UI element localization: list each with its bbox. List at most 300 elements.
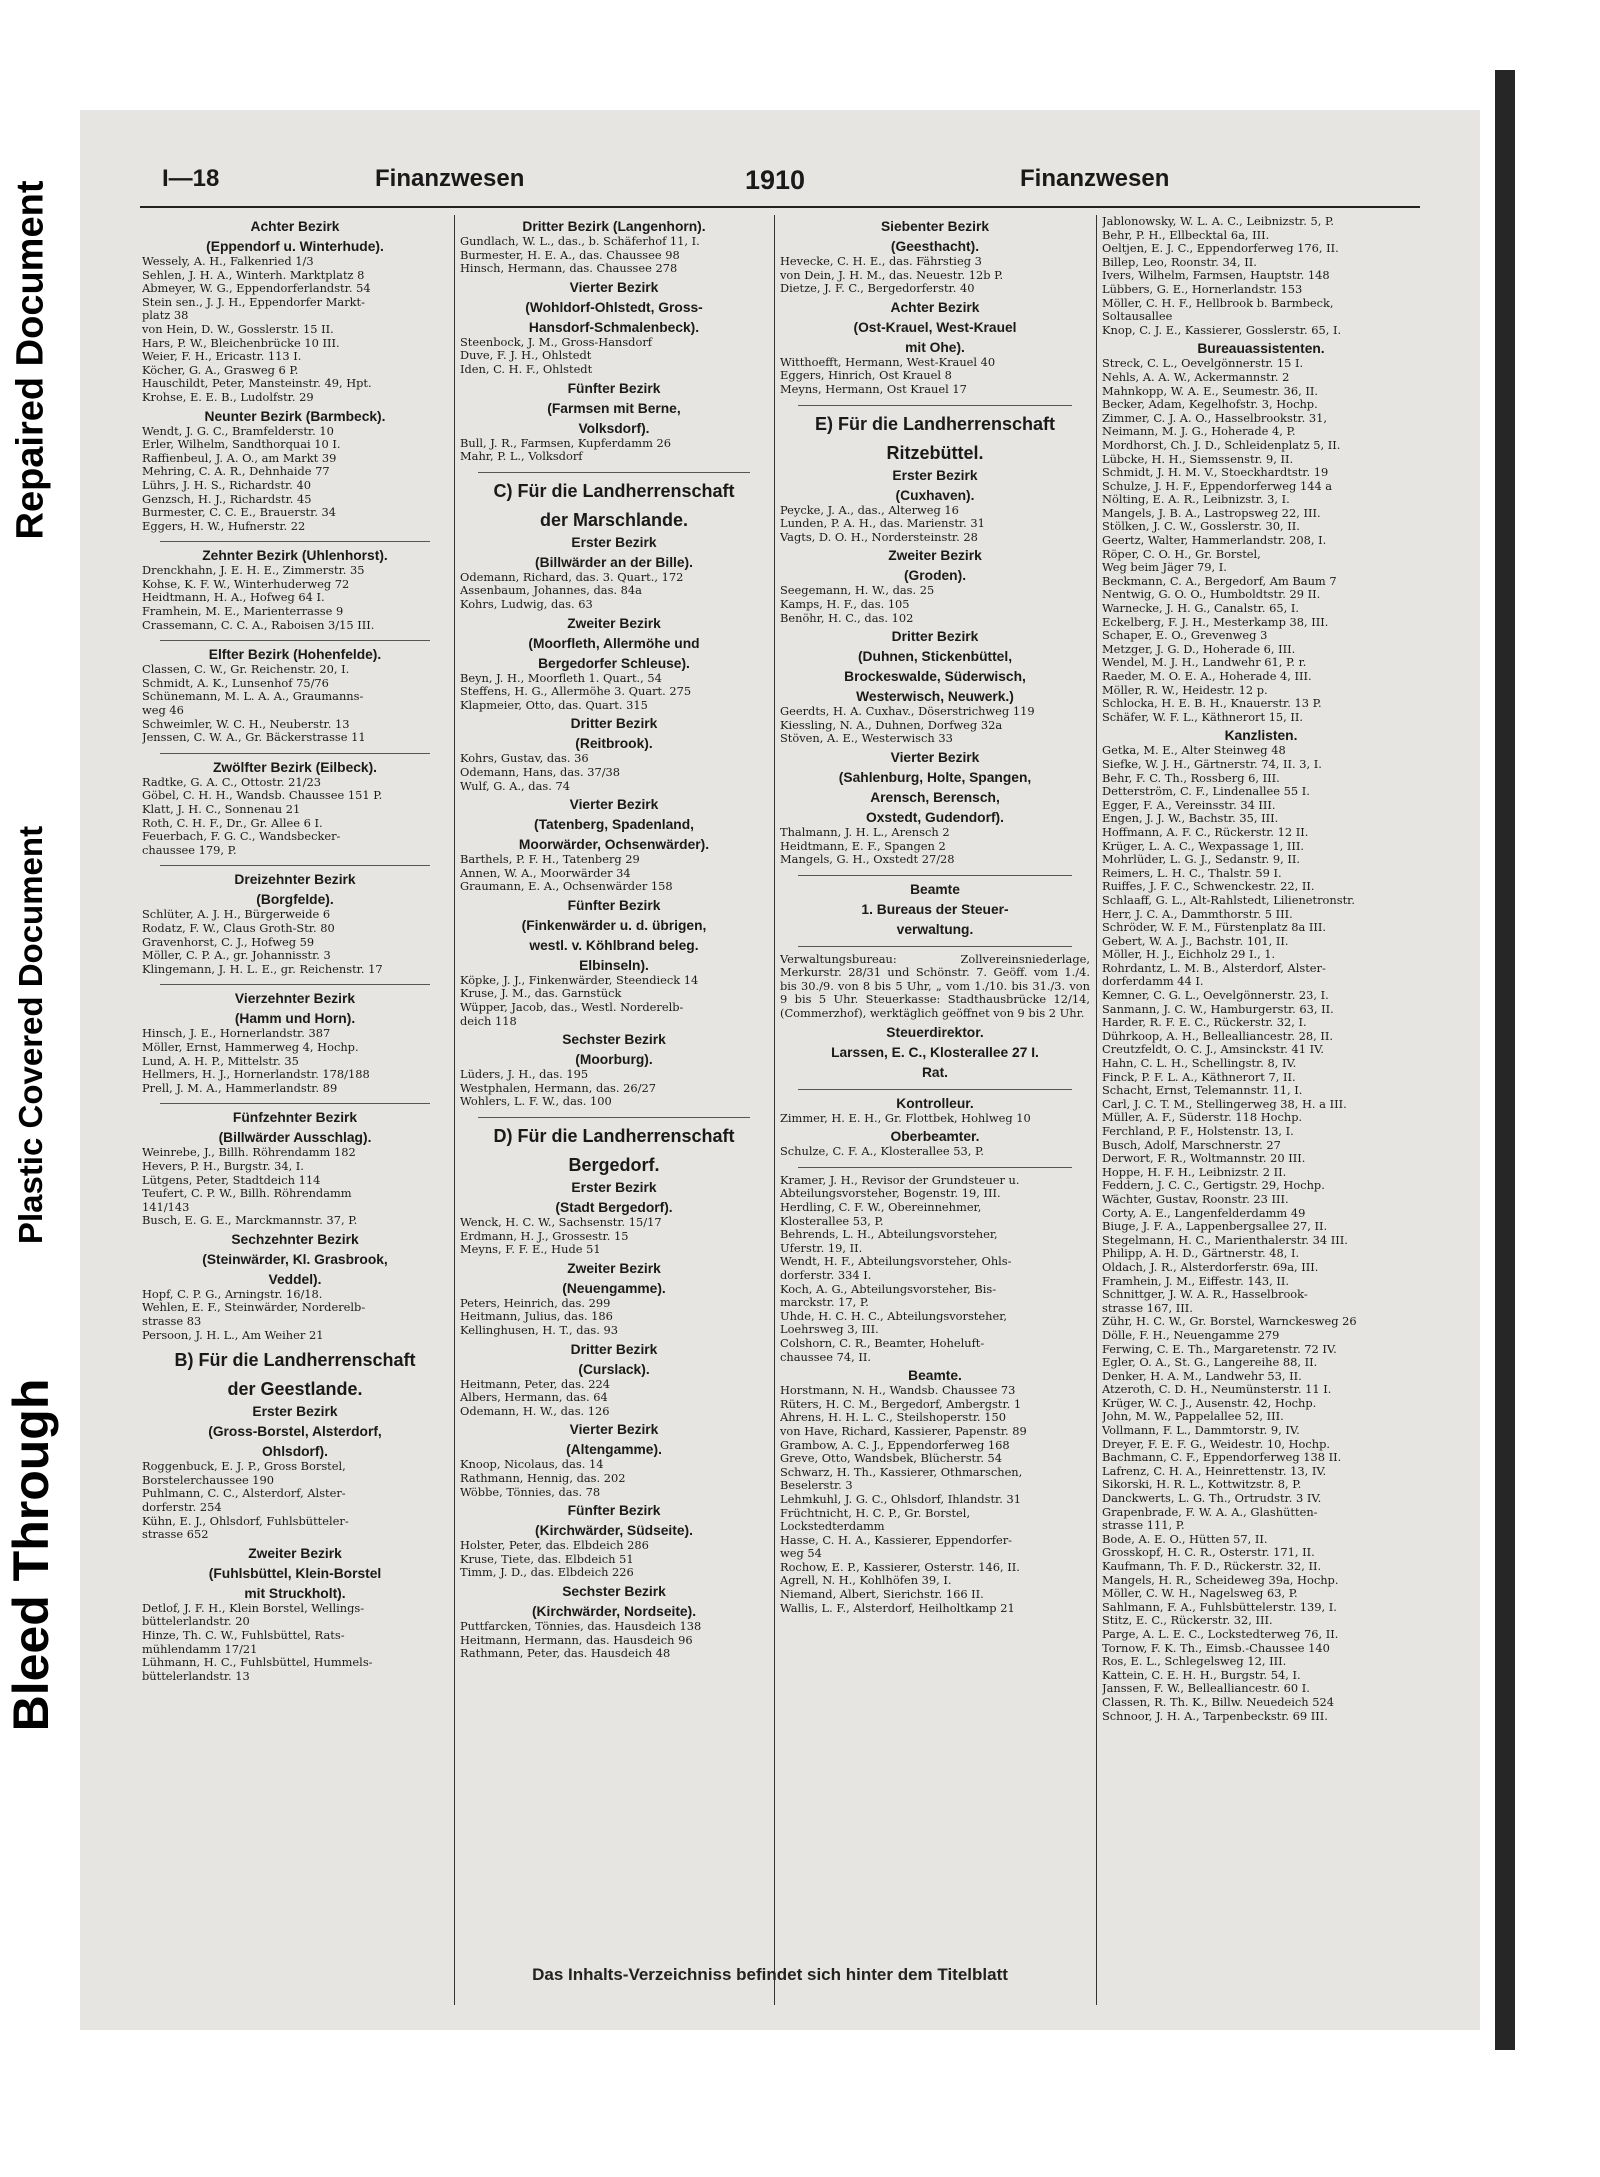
entry-line: Lockstedterdamm bbox=[780, 1520, 885, 1534]
rank-heading: Beamte. bbox=[908, 1368, 962, 1384]
entry-line: Zühr, H. C. W., Gr. Borstel, Warnckesweg 26 bbox=[1102, 1315, 1357, 1329]
entry-line: Puttfarcken, Tönnies, das. Hausdeich 138 bbox=[460, 1619, 702, 1633]
district-heading: Zweiter Bezirk bbox=[888, 548, 982, 564]
entry-line: Busch, E. G. E., Marckmannstr. 37, P. bbox=[142, 1214, 358, 1228]
entry-line: Wohlers, L. F. W., das. 100 bbox=[460, 1095, 612, 1109]
entry-line: Abmeyer, W. G., Eppendorferlandstr. 54 bbox=[142, 282, 371, 296]
entry-line: Rodatz, F. W., Claus Groth-Str. 80 bbox=[142, 921, 335, 935]
entry-line: Egler, O. A., St. G., Langereihe 88, II. bbox=[1102, 1356, 1318, 1370]
entry-line: marckstr. 17, P. bbox=[780, 1296, 869, 1310]
district-heading: Dritter Bezirk bbox=[570, 1341, 658, 1357]
entry-line: Koch, A. G., Abteilungsvorsteher, Bis- bbox=[780, 1282, 997, 1296]
entry-line: Möller, H. J., Eichholz 29 I., 1. bbox=[1102, 948, 1276, 962]
entry-line: Krohse, E. E. B., Ludolfstr. 29 bbox=[142, 390, 314, 404]
entry-line: Finck, P. F. L. A., Käthnerort 7, II. bbox=[1102, 1070, 1296, 1084]
entry-line: Roth, C. H. F., Dr., Gr. Allee 6 I. bbox=[142, 816, 323, 830]
district-heading: (Moorfleth, Allermöhe und bbox=[528, 635, 700, 651]
district-heading: (Neuengamme). bbox=[562, 1280, 666, 1296]
entry-line: Weier, F. H., Ericastr. 113 I. bbox=[142, 350, 302, 364]
entry-line: Rüters, H. C. M., Bergedorf, Ambergstr. 1 bbox=[780, 1397, 1022, 1411]
entry-line: Peycke, J. A., das., Alterweg 16 bbox=[780, 503, 959, 517]
entry-line: Beckmann, C. A., Bergedorf, Am Baum 7 bbox=[1102, 574, 1337, 588]
entry-line: Agrell, N. H., Kohlhöfen 39, I. bbox=[780, 1574, 952, 1588]
entry-line: Witthoefft, Hermann, West-Krauel 40 bbox=[780, 355, 996, 369]
entry-line: Eckelberg, F. J. H., Mesterkamp 38, III. bbox=[1102, 615, 1329, 629]
entry-line: Radtke, G. A. C., Ottostr. 21/23 bbox=[142, 775, 321, 789]
entry-line: Gravenhorst, C. J., Hofweg 59 bbox=[142, 935, 315, 949]
district-heading: Erster Bezirk bbox=[571, 534, 657, 550]
entry-line: Wulf, G. A., das. 74 bbox=[460, 779, 570, 793]
entry-line: Röper, C. O. H., Gr. Borstel, bbox=[1102, 547, 1261, 561]
entry-line: Zimmer, C. J. A. O., Hasselbrookstr. 31, bbox=[1102, 411, 1327, 425]
entry-line: Möller, C. H. F., Hellbrook b. Barmbeck, bbox=[1102, 296, 1334, 310]
entry-line: Köpke, J. J., Finkenwärder, Steendieck 14 bbox=[460, 973, 699, 987]
entry-line: Gundlach, W. L., das., b. Schäferhof 11, I. bbox=[460, 235, 700, 248]
entry-line: Albers, Hermann, das. 64 bbox=[460, 1391, 608, 1405]
district-heading: (Groden). bbox=[903, 568, 967, 584]
entry-line: Siefke, W. J. H., Gärtnerstr. 74, II. 3, I. bbox=[1102, 757, 1322, 771]
entry-line: Heidtmann, E. F., Spangen 2 bbox=[780, 839, 946, 853]
district-heading: Veddel). bbox=[268, 1271, 322, 1287]
entry-line: Atzeroth, C. D. H., Neumünsterstr. 11 I. bbox=[1102, 1383, 1332, 1397]
entry-line: Warnecke, J. H. G., Canalstr. 65, I. bbox=[1102, 602, 1299, 616]
plastic-covered-document-label: Plastic Covered Document bbox=[12, 825, 49, 1245]
entry-line: Kellinghusen, H. T., das. 93 bbox=[460, 1324, 618, 1337]
page-number: I—18 bbox=[162, 165, 220, 192]
entry-line: strasse 652 bbox=[142, 1528, 209, 1542]
entry-line: Hauschildt, Peter, Mansteinstr. 49, Hpt. bbox=[142, 377, 372, 391]
district-heading: (Borgfelde). bbox=[256, 892, 334, 908]
entry-line: chaussee 179, P. bbox=[142, 843, 237, 857]
entry-line: Hinze, Th. C. W., Fuhlsbüttel, Rats- bbox=[142, 1629, 345, 1642]
rank-heading: Kontrolleur. bbox=[896, 1095, 974, 1111]
entry-line: Dührkoop, A. H., Bellealliancestr. 28, II. bbox=[1102, 1029, 1333, 1043]
entry-line: Corty, A. E., Langenfelderdamm 49 bbox=[1102, 1206, 1306, 1220]
district-heading: Zweiter Bezirk bbox=[567, 615, 661, 631]
district-heading: Zweiter Bezirk bbox=[567, 1260, 661, 1276]
entry-line: Schünemann, M. L. A. A., Graumanns- bbox=[142, 690, 364, 704]
district-heading: mit Struckholt). bbox=[244, 1585, 346, 1601]
entry-line: mühlendamm 17/21 bbox=[142, 1642, 258, 1656]
section-heading: der Geestlande. bbox=[227, 1379, 363, 1400]
district-heading: Dritter Bezirk bbox=[891, 629, 979, 645]
district-heading: Elfter Bezirk (Hohenfelde). bbox=[208, 647, 382, 663]
entry-line: Odemann, Hans, das. 37/38 bbox=[460, 765, 621, 779]
bleed-through-label: Bleed Through bbox=[3, 1378, 59, 1732]
entry-line: Stegelmann, H. C., Marienthalerstr. 34 III. bbox=[1102, 1233, 1348, 1247]
district-heading: Vierzehnter Bezirk bbox=[234, 991, 356, 1007]
entry-line: Annen, W. A., Moorwärder 34 bbox=[460, 866, 631, 880]
entry-line: Hinsch, J. E., Hornerlandstr. 387 bbox=[142, 1027, 331, 1041]
entry-line: Geerdts, H. A. Cuxhav., Döserstrichweg 119 bbox=[780, 705, 1035, 719]
district-heading: (Farmsen mit Berne, bbox=[547, 400, 681, 416]
entry-line: Vagts, D. O. H., Nordersteinstr. 28 bbox=[780, 530, 978, 544]
entry-line: chaussee 74, II. bbox=[780, 1350, 871, 1364]
section-separator bbox=[798, 1167, 1072, 1168]
entry-line: Klosterallee 53, P. bbox=[780, 1214, 884, 1228]
entry-line: Detlof, J. F. H., Klein Borstel, Wellings- bbox=[142, 1601, 365, 1615]
entry-line: Peters, Heinrich, das. 299 bbox=[460, 1296, 611, 1310]
entry-line: Schäfer, W. F. L., Käthnerort 15, II. bbox=[1102, 710, 1304, 724]
entry-line: von Dein, J. H. M., das. Neuestr. 12b P. bbox=[780, 268, 1004, 282]
entry-line: Schwarz, H. Th., Kassierer, Othmarschen, bbox=[780, 1465, 1023, 1479]
entry-line: Odemann, Richard, das. 3. Quart., 172 bbox=[460, 570, 684, 584]
entry-line: Raeder, M. O. E. A., Hoherade 4, III. bbox=[1102, 670, 1312, 683]
entry-line: Mangels, G. H., Oxstedt 27/28 bbox=[780, 853, 955, 867]
entry-line: Wenck, H. C. W., Sachsenstr. 15/17 bbox=[460, 1216, 662, 1230]
entry-line: Dreyer, F. E. F. G., Weidestr. 10, Hochp. bbox=[1102, 1437, 1330, 1451]
entry-line: weg 46 bbox=[142, 704, 184, 718]
section-separator bbox=[160, 1103, 430, 1104]
district-heading: (Geesthacht). bbox=[890, 239, 980, 254]
entry-line: dorferstr. 254 bbox=[142, 1501, 222, 1515]
entry-line: Schweimler, W. C. H., Neuberstr. 13 bbox=[142, 717, 350, 731]
entry-line: Schlocka, H. E. B. H., Knauerstr. 13 P. bbox=[1102, 697, 1322, 711]
district-heading: Westerwisch, Neuwerk.) bbox=[856, 689, 1014, 705]
entry-line: Greve, Otto, Wandsbek, Blücherstr. 54 bbox=[780, 1452, 1003, 1466]
entry-line: Müller, A. F., Süderstr. 118 Hochp. bbox=[1102, 1111, 1303, 1125]
entry-line: von Have, Richard, Kassierer, Papenstr. 89 bbox=[780, 1424, 1027, 1438]
entry-line: Ahrens, H. H. L. C., Steilshoperstr. 150 bbox=[780, 1411, 1007, 1425]
entry-line: Kühn, E. J., Ohlsdorf, Fuhlsbütteler- bbox=[142, 1514, 349, 1528]
district-heading: (Hamm und Horn). bbox=[234, 1011, 356, 1027]
entry-line: Feddern, J. C. C., Gertigstr. 29, Hochp. bbox=[1102, 1179, 1325, 1193]
entry-line: Niemand, Albert, Sierichstr. 166 II. bbox=[780, 1588, 984, 1602]
entry-line: Weinrebe, J., Billh. Röhrendamm 182 bbox=[142, 1146, 356, 1160]
entry-line: Grosskopf, H. C. R., Osterstr. 171, II. bbox=[1102, 1546, 1315, 1560]
entry-line: Schmidt, J. H. M. V., Stoeckhardtstr. 19 bbox=[1102, 466, 1329, 480]
section-separator bbox=[160, 865, 430, 866]
entry-line: Klingemann, J. H. L. E., gr. Reichenstr. 17 bbox=[142, 962, 383, 976]
district-heading: Elbinseln). bbox=[579, 957, 649, 973]
district-heading: (Finkenwärder u. d. übrigen, bbox=[521, 917, 707, 933]
district-heading: verwaltung. bbox=[896, 921, 974, 937]
district-heading: (Kirchwärder, Nordseite). bbox=[531, 1603, 697, 1619]
entry-line: Rohrdantz, L. M. B., Alsterdorf, Alster- bbox=[1102, 961, 1326, 975]
entry-line: Kruse, J. M., das. Garnstück bbox=[460, 987, 622, 1001]
entry-line: Wallis, L. F., Alsterdorf, Heilholtkamp 21 bbox=[780, 1601, 1015, 1615]
entry-line: Hoffmann, A. F. C., Rückerstr. 12 II. bbox=[1102, 825, 1309, 839]
entry-line: Billep, Leo, Roonstr. 34, II. bbox=[1102, 255, 1257, 269]
district-heading: Moorwärder, Ochsenwärder). bbox=[518, 837, 710, 853]
entry-line: Tornow, F. K. Th., Eimsb.-Chaussee 140 bbox=[1102, 1641, 1330, 1655]
entry-line: Erler, Wilhelm, Sandthorquai 10 I. bbox=[142, 438, 341, 452]
section-separator bbox=[160, 541, 430, 542]
entry-line: Dölle, F. H., Neuengamme 279 bbox=[1102, 1328, 1280, 1342]
entry-line: Möller, Ernst, Hammerweg 4, Hochp. bbox=[142, 1040, 359, 1054]
section-heading: Bergedorf. bbox=[568, 1155, 660, 1176]
district-heading: (Billwärder an der Bille). bbox=[535, 554, 693, 570]
district-heading: Achter Bezirk bbox=[890, 299, 980, 315]
entry-line: John, M. W., Pappelallee 52, III. bbox=[1102, 1410, 1284, 1424]
district-heading: (Duhnen, Stickenbüttel, bbox=[857, 649, 1013, 665]
entry-line: Kohrs, Gustav, das. 36 bbox=[460, 752, 589, 766]
entry-line: Hevecke, C. H. E., das. Fährstieg 3 bbox=[780, 255, 982, 268]
entry-line: Möller, C. W. H., Nagelsweg 63, P. bbox=[1102, 1587, 1298, 1601]
entry-line: strasse 167, III. bbox=[1102, 1301, 1193, 1315]
header-rule bbox=[140, 206, 1420, 208]
district-heading: Zwölfter Bezirk (Eilbeck). bbox=[212, 759, 378, 775]
page-year: 1910 bbox=[745, 165, 806, 195]
entry-line: Stölken, J. C. W., Gosslerstr. 30, II. bbox=[1102, 520, 1300, 534]
entry-line: Lüders, J. H., das. 195 bbox=[460, 1068, 589, 1082]
entry-line: Mahnkopp, W. A. E., Seumestr. 36, II. bbox=[1102, 384, 1318, 398]
entry-line: Schlaaff, G. L., Alt-Rahlstedt, Lilienetronstr. bbox=[1102, 893, 1355, 907]
entry-line: Schulze, J. H. F., Eppendorferweg 144 a bbox=[1102, 479, 1333, 493]
entry-line: Neimann, M. J. G., Hoherade 4, P. bbox=[1102, 425, 1296, 439]
entry-line: Stein sen., J. J. H., Eppendorfer Markt- bbox=[142, 295, 365, 309]
entry-line: Behr, F. C. Th., Rossberg 6, III. bbox=[1102, 771, 1280, 785]
district-heading: (Wohldorf-Ohlstedt, Gross- bbox=[525, 299, 703, 315]
entry-line: Classen, R. Th. K., Billw. Neuedeich 524 bbox=[1102, 1695, 1334, 1709]
entry-line: Schnoor, J. H. A., Tarpenbeckstr. 69 III. bbox=[1102, 1709, 1328, 1723]
repaired-document-label: Repaired Document bbox=[9, 180, 52, 540]
entry-line: Klatt, J. H. C., Sonnenau 21 bbox=[142, 803, 301, 816]
entry-line: Harder, R. F. E. C., Rückerstr. 32, I. bbox=[1102, 1016, 1307, 1030]
entry-line: Westphalen, Hermann, das. 26/27 bbox=[460, 1081, 656, 1095]
entry-line: Ruiffes, J. F. C., Schwenckestr. 22, II. bbox=[1102, 880, 1315, 894]
entry-line: Hars, P. W., Bleichenbrücke 10 III. bbox=[142, 336, 340, 350]
district-heading: Dritter Bezirk (Langenhorn). bbox=[522, 219, 706, 234]
entry-line: Kaufmann, Th. F. D., Rückerstr. 32, II. bbox=[1102, 1560, 1322, 1573]
entry-line: Grambow, A. C. J., Eppendorferweg 168 bbox=[780, 1438, 1010, 1452]
district-heading: Fünfter Bezirk bbox=[567, 897, 661, 913]
entry-line: Kruse, Tiete, das. Elbdeich 51 bbox=[460, 1552, 634, 1566]
entry-line: Meyns, F. F. E., Hude 51 bbox=[460, 1243, 601, 1257]
section-separator bbox=[160, 640, 430, 641]
entry-line: Uhde, H. C. H. C., Abteilungsvorsteher, bbox=[780, 1309, 1008, 1323]
entry-line: Framhein, M. E., Marienterrasse 9 bbox=[142, 605, 344, 619]
entry-line: Sikorski, H. R. L., Kottwitzstr. 8, P. bbox=[1102, 1478, 1302, 1492]
entry-line: büttelerlandstr. 20 bbox=[142, 1615, 250, 1629]
entry-line: büttelerlandstr. 13 bbox=[142, 1669, 250, 1683]
column-divider bbox=[1096, 215, 1097, 2005]
entry-line: Steenbock, J. M., Gross-Hansdorf bbox=[460, 335, 652, 349]
district-heading: Zweiter Bezirk bbox=[248, 1545, 342, 1561]
entry-line: Burmester, H. E. A., das. Chaussee 98 bbox=[460, 248, 680, 262]
entry-line: Erdmann, H. J., Grossestr. 15 bbox=[460, 1229, 629, 1243]
district-heading: (Eppendorf u. Winterhude). bbox=[206, 239, 384, 254]
district-heading: Erster Bezirk bbox=[571, 1180, 657, 1196]
entry-line: Jenssen, C. W. A., Gr. Bäckerstrasse 11 bbox=[142, 731, 366, 745]
section-heading: E) Für die Landherrenschaft bbox=[814, 413, 1056, 434]
entry-line: Ros, E. L., Schlegelsweg 12, III. bbox=[1102, 1655, 1287, 1669]
entry-line: Thalmann, J. H. L., Arensch 2 bbox=[780, 825, 950, 839]
entry-line: Kramer, J. H., Revisor der Grundsteuer u. bbox=[780, 1173, 1020, 1187]
entry-line: Engen, J. J. W., Bachstr. 35, III. bbox=[1102, 812, 1279, 826]
district-heading: Brockeswalde, Süderwisch, bbox=[844, 669, 1026, 685]
entry-line: Classen, C. W., Gr. Reichenstr. 20, I. bbox=[142, 663, 350, 677]
section-separator bbox=[478, 1117, 750, 1118]
entry-line: Heitmann, Peter, das. 224 bbox=[460, 1377, 610, 1391]
entry-line: Barthels, P. F. H., Tatenberg 29 bbox=[460, 853, 640, 867]
rank-heading: Oberbeamter. bbox=[890, 1129, 980, 1145]
district-heading: Arensch, Berensch, bbox=[870, 789, 1000, 805]
entry-line: Stöven, A. E., Westerwisch 33 bbox=[780, 732, 953, 746]
entry-line: Lühmann, H. C., Fuhlsbüttel, Hummels- bbox=[142, 1656, 373, 1670]
entry-line: Eggers, H. W., Hufnerstr. 22 bbox=[142, 519, 306, 533]
district-heading: Erster Bezirk bbox=[252, 1404, 338, 1420]
entry-line: Wendel, M. J. H., Landwehr 61, P. r. bbox=[1102, 656, 1307, 670]
entry-line: Heitmann, Julius, das. 186 bbox=[460, 1310, 613, 1324]
district-heading: Vierter Bezirk bbox=[569, 279, 659, 295]
entry-line: Sahlmann, F. A., Fuhlsbüttelerstr. 139, I. bbox=[1102, 1600, 1337, 1614]
district-heading: (Ost-Krauel, West-Krauel bbox=[853, 319, 1017, 335]
entry-line: dorferstr. 334 I. bbox=[780, 1269, 872, 1282]
entry-line: Lütgens, Peter, Stadtdeich 114 bbox=[142, 1173, 321, 1187]
entry-line: Colshorn, C. R., Beamter, Hoheluft- bbox=[780, 1336, 985, 1350]
entry-line: Crassemann, C. C. A., Raboisen 3/15 III. bbox=[142, 618, 375, 632]
text-column-4 bbox=[1102, 215, 1420, 2005]
entry-line: Lübcke, H. H., Siemssenstr. 9, II. bbox=[1102, 452, 1294, 466]
entry-line: Janssen, F. W., Bellealliancestr. 60 I. bbox=[1102, 1682, 1310, 1696]
index-note-footer: Das Inhalts-Verzeichniss befindet sich hinter dem Titelblatt bbox=[532, 1965, 1008, 1984]
district-heading: Neunter Bezirk (Barmbeck). bbox=[204, 408, 386, 424]
entry-line: Rathmann, Hennig, das. 202 bbox=[460, 1471, 626, 1485]
entry-line: Schlüter, A. J. H., Bürgerweide 6 bbox=[142, 908, 331, 922]
entry-line: Nölting, E. A. R., Leibnizstr. 3, I. bbox=[1102, 493, 1290, 507]
district-heading: (Gross-Borstel, Alsterdorf, bbox=[208, 1424, 382, 1440]
entry-line: Ferchland, P. F., Holstenstr. 13, I. bbox=[1102, 1125, 1294, 1138]
entry-line: Borstelerchaussee 190 bbox=[142, 1473, 275, 1487]
entry-line: Herdling, C. F. W., Obereinnehmer, bbox=[780, 1201, 982, 1215]
district-heading: Oxstedt, Gudendorf). bbox=[866, 809, 1004, 825]
entry-line: Kohse, K. F. W., Winterhuderweg 72 bbox=[142, 577, 350, 591]
entry-line: Rathmann, Peter, das. Hausdeich 48 bbox=[460, 1647, 671, 1661]
entry-line: Weg beim Jäger 79, I. bbox=[1102, 561, 1227, 575]
entry-line: Schmidt, A. K., Lunsenhof 75/76 bbox=[142, 676, 329, 690]
district-heading: Sechzehnter Bezirk bbox=[231, 1231, 359, 1247]
entry-line: Lübbers, G. E., Hornerlandstr. 153 bbox=[1102, 282, 1303, 296]
entry-line: Ferwing, C. E. Th., Margaretenstr. 72 IV. bbox=[1102, 1342, 1337, 1356]
entry-line: Kamps, H. F., das. 105 bbox=[780, 597, 910, 611]
entry-line: Behr, P. H., Ellbecktal 6a, III. bbox=[1102, 228, 1270, 242]
entry-line: Hopf, C. P. G., Arningstr. 16/18. bbox=[142, 1287, 323, 1301]
district-heading: (Steinwärder, Kl. Grasbrook, bbox=[202, 1251, 388, 1267]
district-heading: Zehnter Bezirk (Uhlenhorst). bbox=[202, 548, 388, 564]
entry-line: Göbel, C. H. H., Wandsb. Chaussee 151 P. bbox=[142, 789, 383, 803]
entry-line: Odemann, H. W., das. 126 bbox=[460, 1404, 610, 1418]
entry-line: Reimers, L. H. C., Thalstr. 59 I. bbox=[1102, 866, 1282, 880]
section-separator bbox=[798, 405, 1072, 406]
entry-line: Kemner, C. G. L., Oevelgönnerstr. 23, I. bbox=[1102, 989, 1329, 1003]
entry-line: Hahn, C. L. H., Schellingstr. 8, IV. bbox=[1102, 1057, 1297, 1071]
entry-line: Krüger, L. A. C., Wexpassage 1, III. bbox=[1102, 839, 1304, 853]
entry-line: Biuge, J. F. A., Lappenbergsallee 27, II. bbox=[1102, 1220, 1328, 1234]
entry-line: Horstmann, N. H., Wandsb. Chaussee 73 bbox=[780, 1384, 1016, 1398]
district-heading: Vierter Bezirk bbox=[569, 1422, 659, 1438]
entry-line: Vollmann, F. L., Dammtorstr. 9, IV. bbox=[1102, 1424, 1300, 1438]
entry-line: Rochow, E. P., Kassierer, Osterstr. 146, II. bbox=[780, 1560, 1020, 1574]
entry-line: Knop, C. J. E., Kassierer, Gosslerstr. 65, I. bbox=[1102, 323, 1342, 337]
entry-line: Carl, J. C. T. M., Stellingerweg 38, H. a III. bbox=[1102, 1097, 1347, 1111]
entry-line: Puhlmann, C. C., Alsterdorf, Alster- bbox=[142, 1487, 346, 1501]
entry-line: Gebert, W. A. J., Bachstr. 101, II. bbox=[1102, 934, 1289, 948]
entry-line: Getka, M. E., Alter Steinweg 48 bbox=[1102, 744, 1286, 758]
rank-heading: Larssen, E. C., Klosterallee 27 I. bbox=[831, 1044, 1039, 1060]
entry-line: Kohrs, Ludwig, das. 63 bbox=[460, 597, 593, 611]
district-heading: Sechster Bezirk bbox=[562, 1583, 666, 1599]
entry-line: 141/143 bbox=[142, 1200, 190, 1214]
entry-line: Burmester, C. C. E., Brauerstr. 34 bbox=[142, 506, 337, 520]
text-column-1 bbox=[142, 215, 448, 2005]
entry-line: Streck, C. L., Oevelgönnerstr. 15 I. bbox=[1102, 357, 1304, 371]
entry-line: Wendt, H. F., Abteilungsvorsteher, Ohls- bbox=[780, 1255, 1012, 1269]
district-heading: (Reitbrook). bbox=[575, 736, 653, 752]
entry-line: Philipp, A. H. D., Gärtnerstr. 48, I. bbox=[1102, 1247, 1300, 1261]
entry-line: Abteilungsvorsteher, Bogenstr. 19, III. bbox=[780, 1187, 1001, 1201]
entry-line: Mohrlüder, L. G. J., Sedanstr. 9, II. bbox=[1102, 853, 1300, 867]
rank-heading: Steuerdirektor. bbox=[886, 1024, 984, 1040]
text-column-3 bbox=[780, 215, 1090, 2005]
entry-line: Denker, H. A. M., Landwehr 53, II. bbox=[1102, 1369, 1302, 1383]
entry-line: von Hein, D. W., Gosslerstr. 15 II. bbox=[142, 322, 334, 336]
entry-line: Derwort, F. R., Woltmannstr. 20 III. bbox=[1102, 1152, 1306, 1166]
side-label-strip bbox=[0, 100, 62, 1740]
district-heading: Fünfter Bezirk bbox=[567, 1503, 661, 1519]
section-separator bbox=[798, 946, 1072, 947]
district-heading: Achter Bezirk bbox=[250, 219, 340, 234]
entry-line: Schnittger, J. W. A. R., Hasselbrook- bbox=[1102, 1288, 1308, 1302]
entry-line: Wessely, A. H., Falkenried 1/3 bbox=[142, 255, 314, 268]
entry-line: Hevers, P. H., Burgstr. 34, I. bbox=[142, 1159, 304, 1173]
column-divider bbox=[454, 215, 455, 2005]
district-heading: (Billwärder Ausschlag). bbox=[218, 1130, 372, 1146]
entry-line: Holster, Peter, das. Elbdeich 286 bbox=[460, 1539, 649, 1553]
district-heading: (Cuxhaven). bbox=[895, 487, 975, 503]
district-heading: (Curslack). bbox=[578, 1361, 650, 1377]
entry-line: Beselerstr. 3 bbox=[780, 1479, 853, 1493]
entry-line: Prell, J. M. A., Hammerlandstr. 89 bbox=[142, 1081, 338, 1095]
entry-line: Sehlen, J. H. A., Winterh. Marktplatz 8 bbox=[142, 268, 365, 282]
entry-line: Metzger, J. G. D., Hoherade 6, III. bbox=[1102, 642, 1296, 656]
entry-line: Mangels, H. R., Scheideweg 39a, Hochp. bbox=[1102, 1573, 1339, 1587]
section-heading: der Marschlande. bbox=[539, 509, 689, 530]
entry-line: Busch, Adolf, Marschnerstr. 27 bbox=[1102, 1138, 1281, 1152]
entry-line: Danckwerts, L. G. Th., Ortrudstr. 3 IV. bbox=[1102, 1492, 1322, 1506]
entry-line: Kattein, C. E. H. H., Burgstr. 54, I. bbox=[1102, 1668, 1301, 1682]
entry-line: Wöbbe, Tönnies, das. 78 bbox=[460, 1485, 601, 1499]
district-heading: Hansdorf-Schmalenbeck). bbox=[528, 319, 700, 335]
entry-line: Wächter, Gustav, Roonstr. 23 III. bbox=[1102, 1192, 1289, 1206]
running-title-left: Finanzwesen bbox=[375, 165, 525, 192]
district-heading: Ohlsdorf). bbox=[262, 1444, 328, 1460]
entry-line: Herr, J. C. A., Dammthorstr. 5 III. bbox=[1102, 907, 1293, 921]
section-heading: Ritzebüttel. bbox=[886, 442, 984, 463]
district-heading: Vierter Bezirk bbox=[890, 749, 980, 765]
entry-line: Lund, A. H. P., Mittelstr. 35 bbox=[142, 1054, 299, 1068]
entry-line: Hoppe, H. F. H., Leibnizstr. 2 II. bbox=[1102, 1165, 1287, 1179]
entry-line: Bachmann, C. F., Eppendorferweg 138 II. bbox=[1102, 1451, 1342, 1465]
entry-line: Wüpper, Jacob, das., Westl. Norderelb- bbox=[460, 1001, 684, 1015]
entry-line: Graumann, E. A., Ochsenwärder 158 bbox=[460, 880, 673, 894]
entry-line: Seegemann, H. W., das. 25 bbox=[780, 584, 935, 598]
district-heading: Sechster Bezirk bbox=[562, 1032, 666, 1048]
entry-line: platz 38 bbox=[142, 309, 189, 323]
entry-line: Heitmann, Hermann, das. Hausdeich 96 bbox=[460, 1633, 693, 1647]
entry-line: Roggenbuck, E. J. P., Gross Borstel, bbox=[142, 1460, 346, 1474]
entry-line: Timm, J. D., das. Elbdeich 226 bbox=[460, 1566, 634, 1580]
entry-line: Lehmkuhl, J. G. C., Ohlsdorf, Ihlandstr. 31 bbox=[780, 1492, 1021, 1506]
district-heading: Volksdorf). bbox=[578, 420, 650, 436]
rank-heading: Kanzlisten. bbox=[1224, 728, 1298, 744]
district-heading: (Tatenberg, Spadenland, bbox=[534, 817, 694, 833]
district-heading: Bergedorfer Schleuse). bbox=[538, 655, 690, 671]
section-heading: D) Für die Landherrenschaft bbox=[493, 1126, 735, 1147]
entry-line: Geertz, Walter, Hammerlandstr. 208, I. bbox=[1102, 534, 1327, 548]
section-separator bbox=[478, 472, 750, 473]
section-separator bbox=[160, 753, 430, 754]
